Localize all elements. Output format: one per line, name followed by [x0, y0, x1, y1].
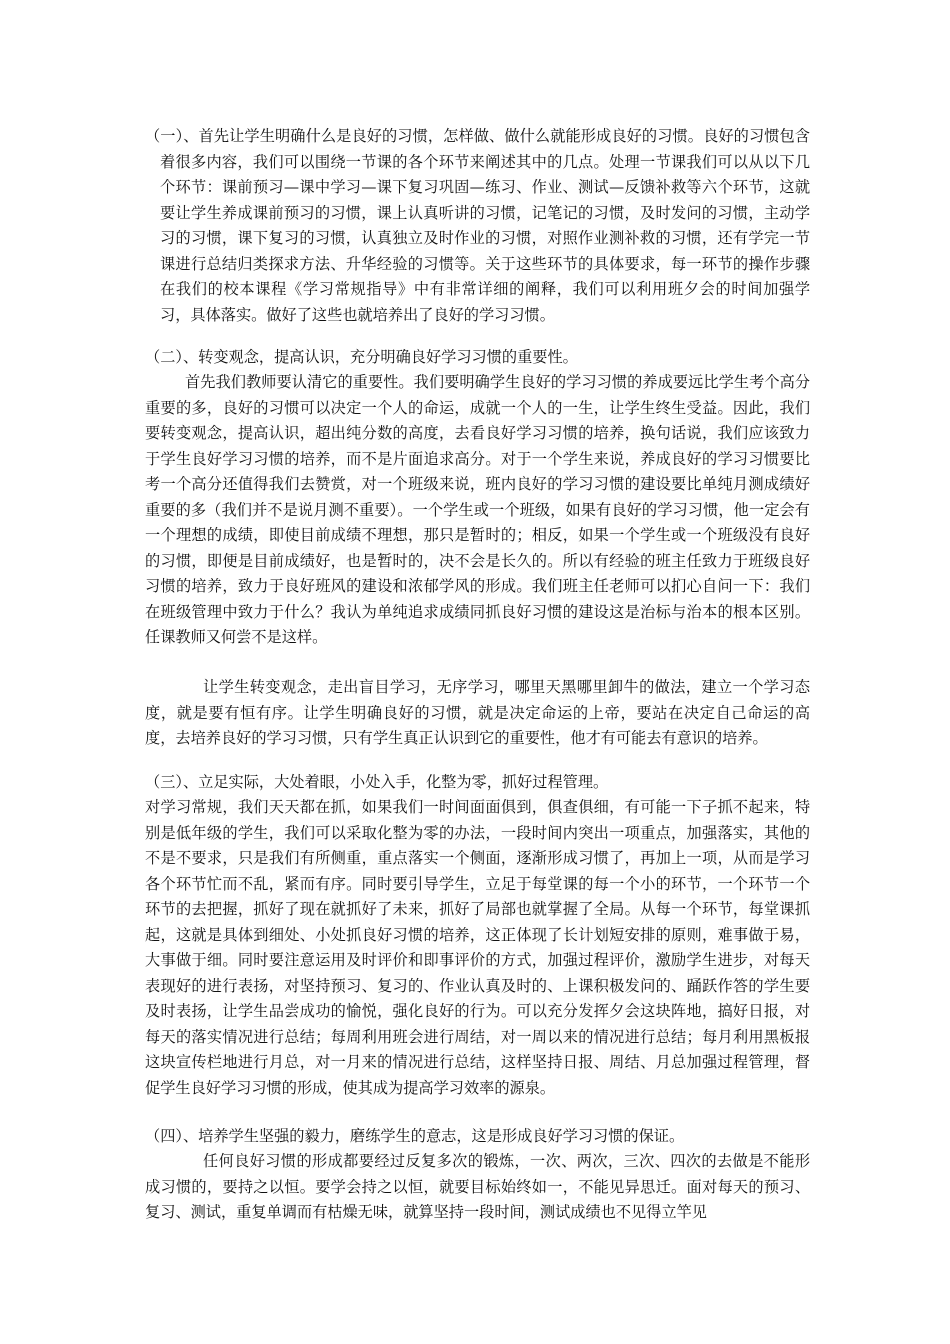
- section-3-heading: （三）、立足实际，大处着眼，小处入手，化整为零，抓好过程管理。: [145, 773, 609, 791]
- section-2-heading: （二）、转变观念，提高认识，充分明确良好学习习惯的重要性。: [145, 348, 578, 366]
- section-2-paragraph-1: 首先我们教师要认清它的重要性。我们要明确学生良好的学习习惯的养成要远比学生考个高分重要的多，良好的习惯可以决定一个人的命运，成就一个人的一生，让学生终生受益。因此，我们要转变观念，提高认识，超出纯分数的高度，去看良好学习习惯的培养，换句话说，我们应该致力于学生良好学习习惯的培养，而不是片面追求高分。对于一个学生来说，养成良好的学习习惯要比考一个高分还值得我们去赞赏，对一个班级来说，班内良好的学习习惯的建设要比单纯月测成绩好重要的多（我们并不是说月测不重要）。一个学生或一个班级，如果有良好的学习习惯，他一定会有一个理想的成绩，即使目前成绩不理想，那只是暂时的；相反，如果一个学生或一个班级没有良好的习惯，即便是目前成绩好，也是暂时的，决不会是长久的。所以有经验的班主任致力于班级良好习惯的培养，致力于良好班风的建设和浓郁学风的形成。我们班主任老师可以扪心自问一下：我们在班级管理中致力于什么？我认为单纯追求成绩同抓良好习惯的建设这是治标与治本的根本区别。任课教师又何尝不是这样。: [145, 373, 810, 646]
- section-2-paragraph-2: 让学生转变观念，走出盲目学习，无序学习，哪里天黑哪里卸牛的做法，建立一个学习态度，就是要有恒有序。让学生明确良好的习惯，就是决定命运的上帝，要站在决定自己命运的高度，去培养良好的学习习惯，只有学生真正认识到它的重要性，他才有可能去有意识的培养。: [145, 678, 810, 747]
- section-3-paragraph: 对学习常规，我们天天都在抓，如果我们一时间面面俱到，俱查俱细，有可能一下子抓不起来，特别是低年级的学生，我们可以采取化整为零的办法，一段时间内突出一项重点，加强落实，其他的不是不要求，只是我们有所侧重，重点落实一个侧面，逐渐形成习惯了，再加上一项，从而是学习各个环节忙而不乱，紧而有序。同时要引导学生，立足于每堂课的每一个小的环节，一个环节一个环节的去把握，抓好了现在就抓好了未来，抓好了局部也就掌握了全局。从每一个环节，每堂课抓起，这就是具体到细处、小处抓良好习惯的培养，这正体现了长计划短安排的原则，难事做于易，大事做于细。同时要注意运用及时评价和即事评价的方式，加强过程评价，激励学生进步，对每天表现好的进行表扬，对坚持预习、复习的、作业认真及时的、上课积极发问的、踊跃作答的学生要及时表扬，让学生品尝成功的愉悦，强化良好的行为。可以充分发挥夕会这块阵地，搞好日报，对每天的落实情况进行总结；每周利用班会进行周结，对一周以来的情况进行总结；每月利用黑板报这块宣传栏地进行月总，对一月来的情况进行总结，这样坚持日报、周结、月总加强过程管理，督促学生良好学习习惯的形成，使其成为提高学习效率的源泉。: [145, 798, 810, 1097]
- section-1-paragraph: （一）、首先让学生明确什么是良好的习惯，怎样做、做什么就能形成良好的习惯。良好的习惯包含着很多内容，我们可以围绕一节课的各个环节来阐述其中的几点。处理一节课我们可以从以下几个环节：课前预习—课中学习—课下复习巩固—练习、作业、测试—反馈补救等六个环节，这就要让学生养成课前预习的习惯，课上认真听讲的习惯，记笔记的习惯，及时发问的习惯，主动学习的习惯，课下复习的习惯，认真独立及时作业的习惯，对照作业测补救的习惯，还有学完一节课进行总结归类探求方法、升华经验的习惯等。关于这些环节的具体要求，每一环节的操作步骤在我们的校本课程《学习常规指导》中有非常详细的阐释，我们可以利用班夕会的时间加强学习，具体落实。做好了这些也就培养出了良好的学习习惯。: [145, 127, 810, 324]
- section-4-heading: （四）、培养学生坚强的毅力，磨练学生的意志，这是形成良好学习习惯的保证。: [145, 1127, 685, 1145]
- section-4-paragraph: 任何良好习惯的形成都要经过反复多次的锻炼，一次、两次，三次、四次的去做是不能形成习惯的，要持之以恒。要学会持之以恒，就要目标始终如一，不能见异思迁。面对每天的预习、复习、测试，重复单调而有枯燥无味，就算坚持一段时间，测试成绩也不见得立竿见: [145, 1152, 810, 1221]
